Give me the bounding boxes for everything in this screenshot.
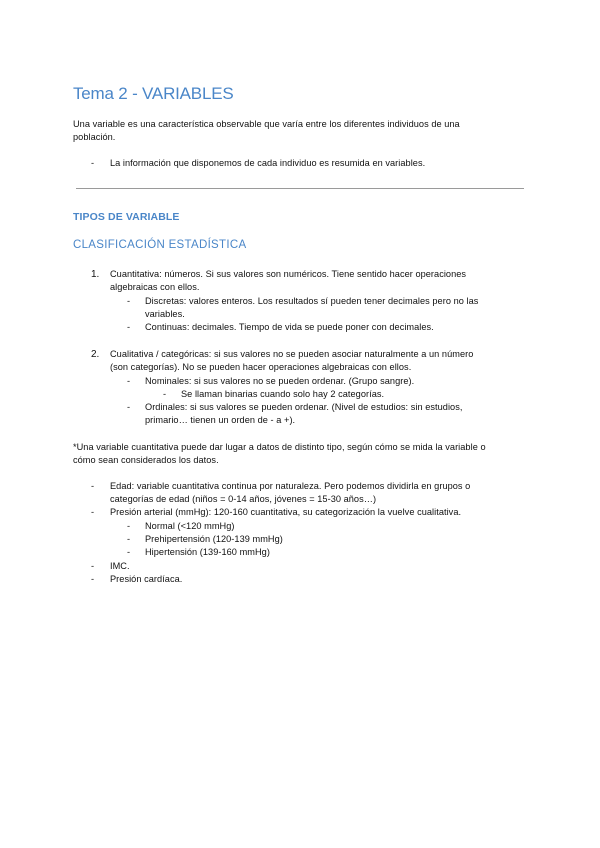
bullet-dash: - (163, 389, 167, 399)
example-edad-line-2: categorías de edad (niños = 0-14 años, jóvenes = 15-30 años…) (110, 494, 377, 504)
bullet-dash: - (91, 574, 95, 584)
item2-line-2: (son categorías). No se pueden hacer operaciones algebraicas con ellos. (110, 362, 412, 372)
bullet-dash: - (127, 402, 131, 412)
example-cardiaca: Presión cardíaca. (110, 574, 183, 584)
horizontal-divider (76, 188, 524, 189)
list-number-1: 1. (91, 269, 100, 280)
note-line-1: *Una variable cuantitativa puede dar lugar a datos de distinto tipo, según cómo se mida la variable o (73, 442, 486, 452)
example-imc: IMC. (110, 561, 130, 571)
bullet-dash: - (127, 376, 131, 386)
bullet-dash: - (127, 534, 131, 544)
example-presion-sub-2: Prehipertensión (120-139 mmHg) (145, 534, 283, 544)
item2-sub2-line-1: Ordinales: si sus valores se pueden ordenar. (Nivel de estudios: sin estudios, (145, 402, 463, 412)
item2-sub1-child: Se llaman binarias cuando solo hay 2 categorías. (181, 389, 385, 399)
intro-line-1: Una variable es una característica observable que varía entre los diferentes individuos de una (73, 119, 460, 129)
note-line-2: cómo sean considerados los datos. (73, 455, 219, 465)
example-presion-sub-3: Hipertensión (139-160 mmHg) (145, 547, 270, 557)
subsection-heading-clasificacion: CLASIFICACIÓN ESTADÍSTICA (73, 239, 247, 251)
bullet-dash: - (127, 547, 131, 557)
intro-line-2: población. (73, 132, 116, 142)
bullet-dash: - (127, 521, 131, 531)
item1-sub1-line-1: Discretas: valores enteros. Los resultados sí pueden tener decimales pero no las (145, 296, 479, 306)
item1-line-1: Cuantitativa: números. Si sus valores son numéricos. Tiene sentido hacer operaciones (110, 269, 467, 279)
item1-sub2: Continuas: decimales. Tiempo de vida se puede poner con decimales. (145, 322, 434, 332)
section-heading-tipos: TIPOS DE VARIABLE (73, 211, 180, 223)
item2-sub2-line-2: primario… tienen un orden de - a +). (145, 415, 296, 425)
example-edad-line-1: Edad: variable cuantitativa continua por naturaleza. Pero podemos dividirla en grupos o (110, 481, 471, 491)
item2-line-1: Cualitativa / categóricas: si sus valores no se pueden asociar naturalmente a un número (110, 349, 474, 359)
bullet-dash: - (91, 561, 95, 571)
item1-line-2: algebraicas con ellos. (110, 282, 200, 292)
bullet-dash: - (91, 481, 95, 491)
example-presion-sub-1: Normal (<120 mmHg) (145, 521, 235, 531)
item1-sub1-line-2: variables. (145, 309, 185, 319)
page-title: Tema 2 - VARIABLES (73, 84, 234, 103)
list-number-2: 2. (91, 349, 100, 360)
bullet-dash: - (91, 507, 95, 517)
bullet-dash: - (127, 296, 131, 306)
bullet-dash: - (127, 322, 131, 332)
item2-sub1: Nominales: si sus valores no se pueden ordenar. (Grupo sangre). (145, 376, 415, 386)
bullet-dash: - (91, 158, 95, 168)
example-presion: Presión arterial (mmHg): 120-160 cuantitativa, su categorización la vuelve cualitativa. (110, 507, 462, 517)
intro-bullet: La información que disponemos de cada individuo es resumida en variables. (110, 158, 426, 168)
